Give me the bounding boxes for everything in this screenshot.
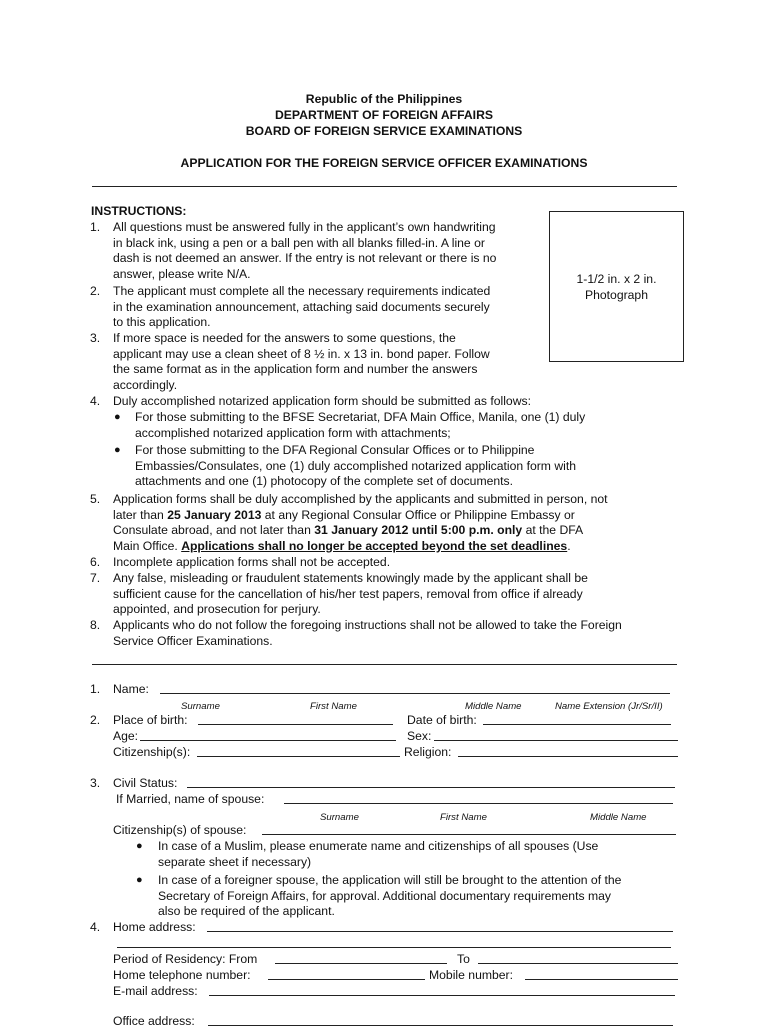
item-number: 8. — [90, 618, 101, 632]
item-number: 5. — [90, 492, 101, 506]
instruction-item-1 — [113, 220, 538, 282]
photo-size-label: 1-1/2 in. x 2 in. — [576, 271, 657, 286]
text-line — [113, 508, 678, 524]
instruction-item-4: Duly accomplished notarized application form should be submitted as follows: — [113, 394, 531, 408]
home-phone-field[interactable] — [268, 968, 425, 980]
text-line: Applicants who do not follow the foregoing instructions shall not be allowed to take the Foreign — [113, 618, 622, 632]
email-label: E-mail address: — [113, 984, 198, 998]
text-line: All questions must be answered fully in the applicant’s own handwriting — [113, 220, 496, 234]
header-republic: Republic of the Philippines — [305, 92, 463, 106]
religion-field[interactable] — [458, 745, 678, 757]
foreigner-spouse-note — [158, 873, 678, 920]
text-line: accordingly. — [113, 377, 178, 392]
item-number: 6. — [90, 555, 101, 569]
muslim-note — [158, 839, 678, 870]
name-sub-surname: Surname — [181, 701, 220, 712]
photo-label: Photograph — [584, 287, 648, 302]
office-address-field[interactable] — [208, 1014, 673, 1026]
text-line: If more space is needed for the answers to some questions, the — [113, 331, 456, 345]
text-fragment: later than — [113, 507, 168, 522]
item-number: 3. — [90, 331, 101, 345]
text-line: For those submitting to the BFSE Secretariat, DFA Main Office, Manila, one (1) duly — [135, 410, 586, 424]
text-line: Service Officer Examinations. — [113, 633, 273, 648]
item-number: 1. — [90, 220, 101, 234]
text-line: answer, please write N/A. — [113, 266, 251, 281]
deadline-warning: Applications shall no longer be accepted beyond the set deadlines — [181, 538, 568, 553]
text-line: Any false, misleading or fraudulent statements knowingly made by the applicant shall be — [113, 571, 588, 585]
mobile-field[interactable] — [525, 968, 678, 980]
instruction-item-6: Incomplete application forms shall not be accepted. — [113, 555, 391, 569]
spouse-name-label: If Married, name of spouse: — [116, 792, 265, 806]
q4-number: 4. — [90, 920, 101, 934]
text-line: accomplished notarized application form with attachments; — [135, 425, 451, 440]
home-address-field-2[interactable] — [117, 936, 671, 948]
name-sub-middle: Middle Name — [465, 701, 522, 712]
spouse-sub-middle: Middle Name — [590, 812, 647, 823]
instruction-item-3 — [113, 331, 538, 393]
q1-number: 1. — [90, 682, 101, 696]
form-title: APPLICATION FOR THE FOREIGN SERVICE OFFICER EXAMINATIONS — [180, 156, 588, 170]
text-fragment: at the DFA — [522, 523, 584, 538]
civil-status-field[interactable] — [187, 776, 675, 788]
text-line: sufficient cause for the cancellation of his/her test papers, removal from office if already — [113, 586, 583, 601]
spouse-citizenship-field[interactable] — [262, 823, 676, 835]
deadline-main-office: 31 January 2012 until 5:00 p.m. only — [314, 523, 523, 538]
text-fragment: at any Regional Consular Office or Philippine Embassy or — [261, 507, 575, 522]
text-line: dash is not deemed an answer. If the entry is not relevant or there is no — [113, 251, 497, 266]
q3-number: 3. — [90, 776, 101, 790]
text-line: in black ink, using a pen or a ball pen with all blanks filled-in. A line or — [113, 235, 485, 250]
bullet-icon: ● — [114, 411, 121, 423]
text-line: to this application. — [113, 315, 211, 330]
instruction-item-7 — [113, 571, 678, 618]
text-line: attachments and one (1) photocopy of the complete set of documents. — [135, 474, 514, 489]
text-line: separate sheet if necessary) — [158, 854, 312, 869]
text-line — [113, 539, 678, 555]
name-sub-extension: Name Extension (Jr/Sr/II) — [555, 701, 663, 712]
instruction-item-5 — [113, 492, 678, 554]
spouse-sub-surname: Surname — [320, 812, 359, 823]
text-line: In case of a Muslim, please enumerate name and citizenships of all spouses (Use — [158, 839, 599, 853]
spouse-citizenship-label: Citizenship(s) of spouse: — [113, 823, 247, 837]
citizenship-label: Citizenship(s): — [113, 745, 191, 759]
divider-top — [92, 186, 677, 187]
age-label: Age: — [113, 729, 139, 743]
place-of-birth-label: Place of birth: — [113, 713, 188, 727]
text-line: Embassies/Consulates, one (1) duly accomplished notarized application form with — [135, 458, 576, 473]
header-department: DEPARTMENT OF FOREIGN AFFAIRS — [274, 108, 494, 122]
text-line: the same format as in the application form and number the answers — [113, 362, 478, 377]
text-line: The applicant must complete all the necessary requirements indicated — [113, 284, 491, 298]
text-fragment: Main Office. — [113, 538, 182, 553]
name-sub-first: First Name — [310, 701, 357, 712]
religion-label: Religion: — [404, 745, 452, 759]
instruction-item-4-bullet-1 — [135, 410, 678, 441]
item-number: 2. — [90, 284, 101, 298]
email-field[interactable] — [209, 984, 675, 996]
bullet-icon: ● — [136, 874, 143, 886]
civil-status-label: Civil Status: — [113, 776, 178, 790]
text-line — [113, 523, 678, 539]
residency-to-label: To — [457, 952, 470, 966]
home-address-field[interactable] — [207, 920, 673, 932]
instruction-item-2 — [113, 284, 538, 331]
instructions-heading: INSTRUCTIONS: — [91, 204, 187, 218]
text-line: For those submitting to the DFA Regional Consular Offices or to Philippine — [135, 443, 535, 457]
name-label: Name: — [113, 682, 149, 696]
mobile-label: Mobile number: — [429, 968, 513, 982]
text-line: Application forms shall be duly accomplished by the applicants and submitted in person, not — [113, 492, 608, 506]
text-line: applicant may use a clean sheet of 8 ½ in. x 13 in. bond paper. Follow — [113, 346, 490, 361]
header-board: BOARD OF FOREIGN SERVICE EXAMINATIONS — [245, 124, 523, 138]
residency-from-field[interactable] — [275, 952, 447, 964]
text-fragment: Consulate abroad, and not later than — [113, 523, 315, 538]
text-line: appointed, and prosecution for perjury. — [113, 602, 321, 617]
item-number: 7. — [90, 571, 101, 585]
date-of-birth-field[interactable] — [483, 713, 671, 725]
bullet-icon: ● — [136, 840, 143, 852]
home-phone-label: Home telephone number: — [113, 968, 251, 982]
deadline-regional: 25 January 2013 — [167, 507, 262, 522]
residency-from-label: Period of Residency: From — [113, 952, 258, 966]
sex-label: Sex: — [407, 729, 432, 743]
date-of-birth-label: Date of birth: — [407, 713, 477, 727]
office-address-label: Office address: — [113, 1014, 195, 1028]
divider-bottom — [92, 664, 677, 665]
sex-field[interactable] — [434, 729, 678, 741]
text-line: also be required of the applicant. — [158, 904, 335, 919]
instruction-item-8 — [113, 618, 678, 649]
text-line: In case of a foreigner spouse, the application will still be brought to the attention of the — [158, 873, 622, 887]
text-line: Secretary of Foreign Affairs, for approval. Additional documentary requirements may — [158, 888, 611, 903]
home-address-label: Home address: — [113, 920, 196, 934]
q2-number: 2. — [90, 713, 101, 727]
place-of-birth-field[interactable] — [198, 713, 393, 725]
age-field[interactable] — [140, 729, 396, 741]
citizenship-field[interactable] — [197, 745, 400, 757]
item-number: 4. — [90, 394, 101, 408]
instruction-item-4-bullet-2 — [135, 443, 678, 490]
residency-to-field[interactable] — [478, 952, 678, 964]
text-line: in the examination announcement, attaching said documents securely — [113, 299, 490, 314]
spouse-sub-first: First Name — [440, 812, 487, 823]
spouse-name-field[interactable] — [284, 792, 673, 804]
bullet-icon: ● — [114, 444, 121, 456]
photo-box[interactable] — [549, 211, 684, 362]
text-fragment: . — [567, 538, 571, 553]
name-field[interactable] — [160, 682, 670, 694]
